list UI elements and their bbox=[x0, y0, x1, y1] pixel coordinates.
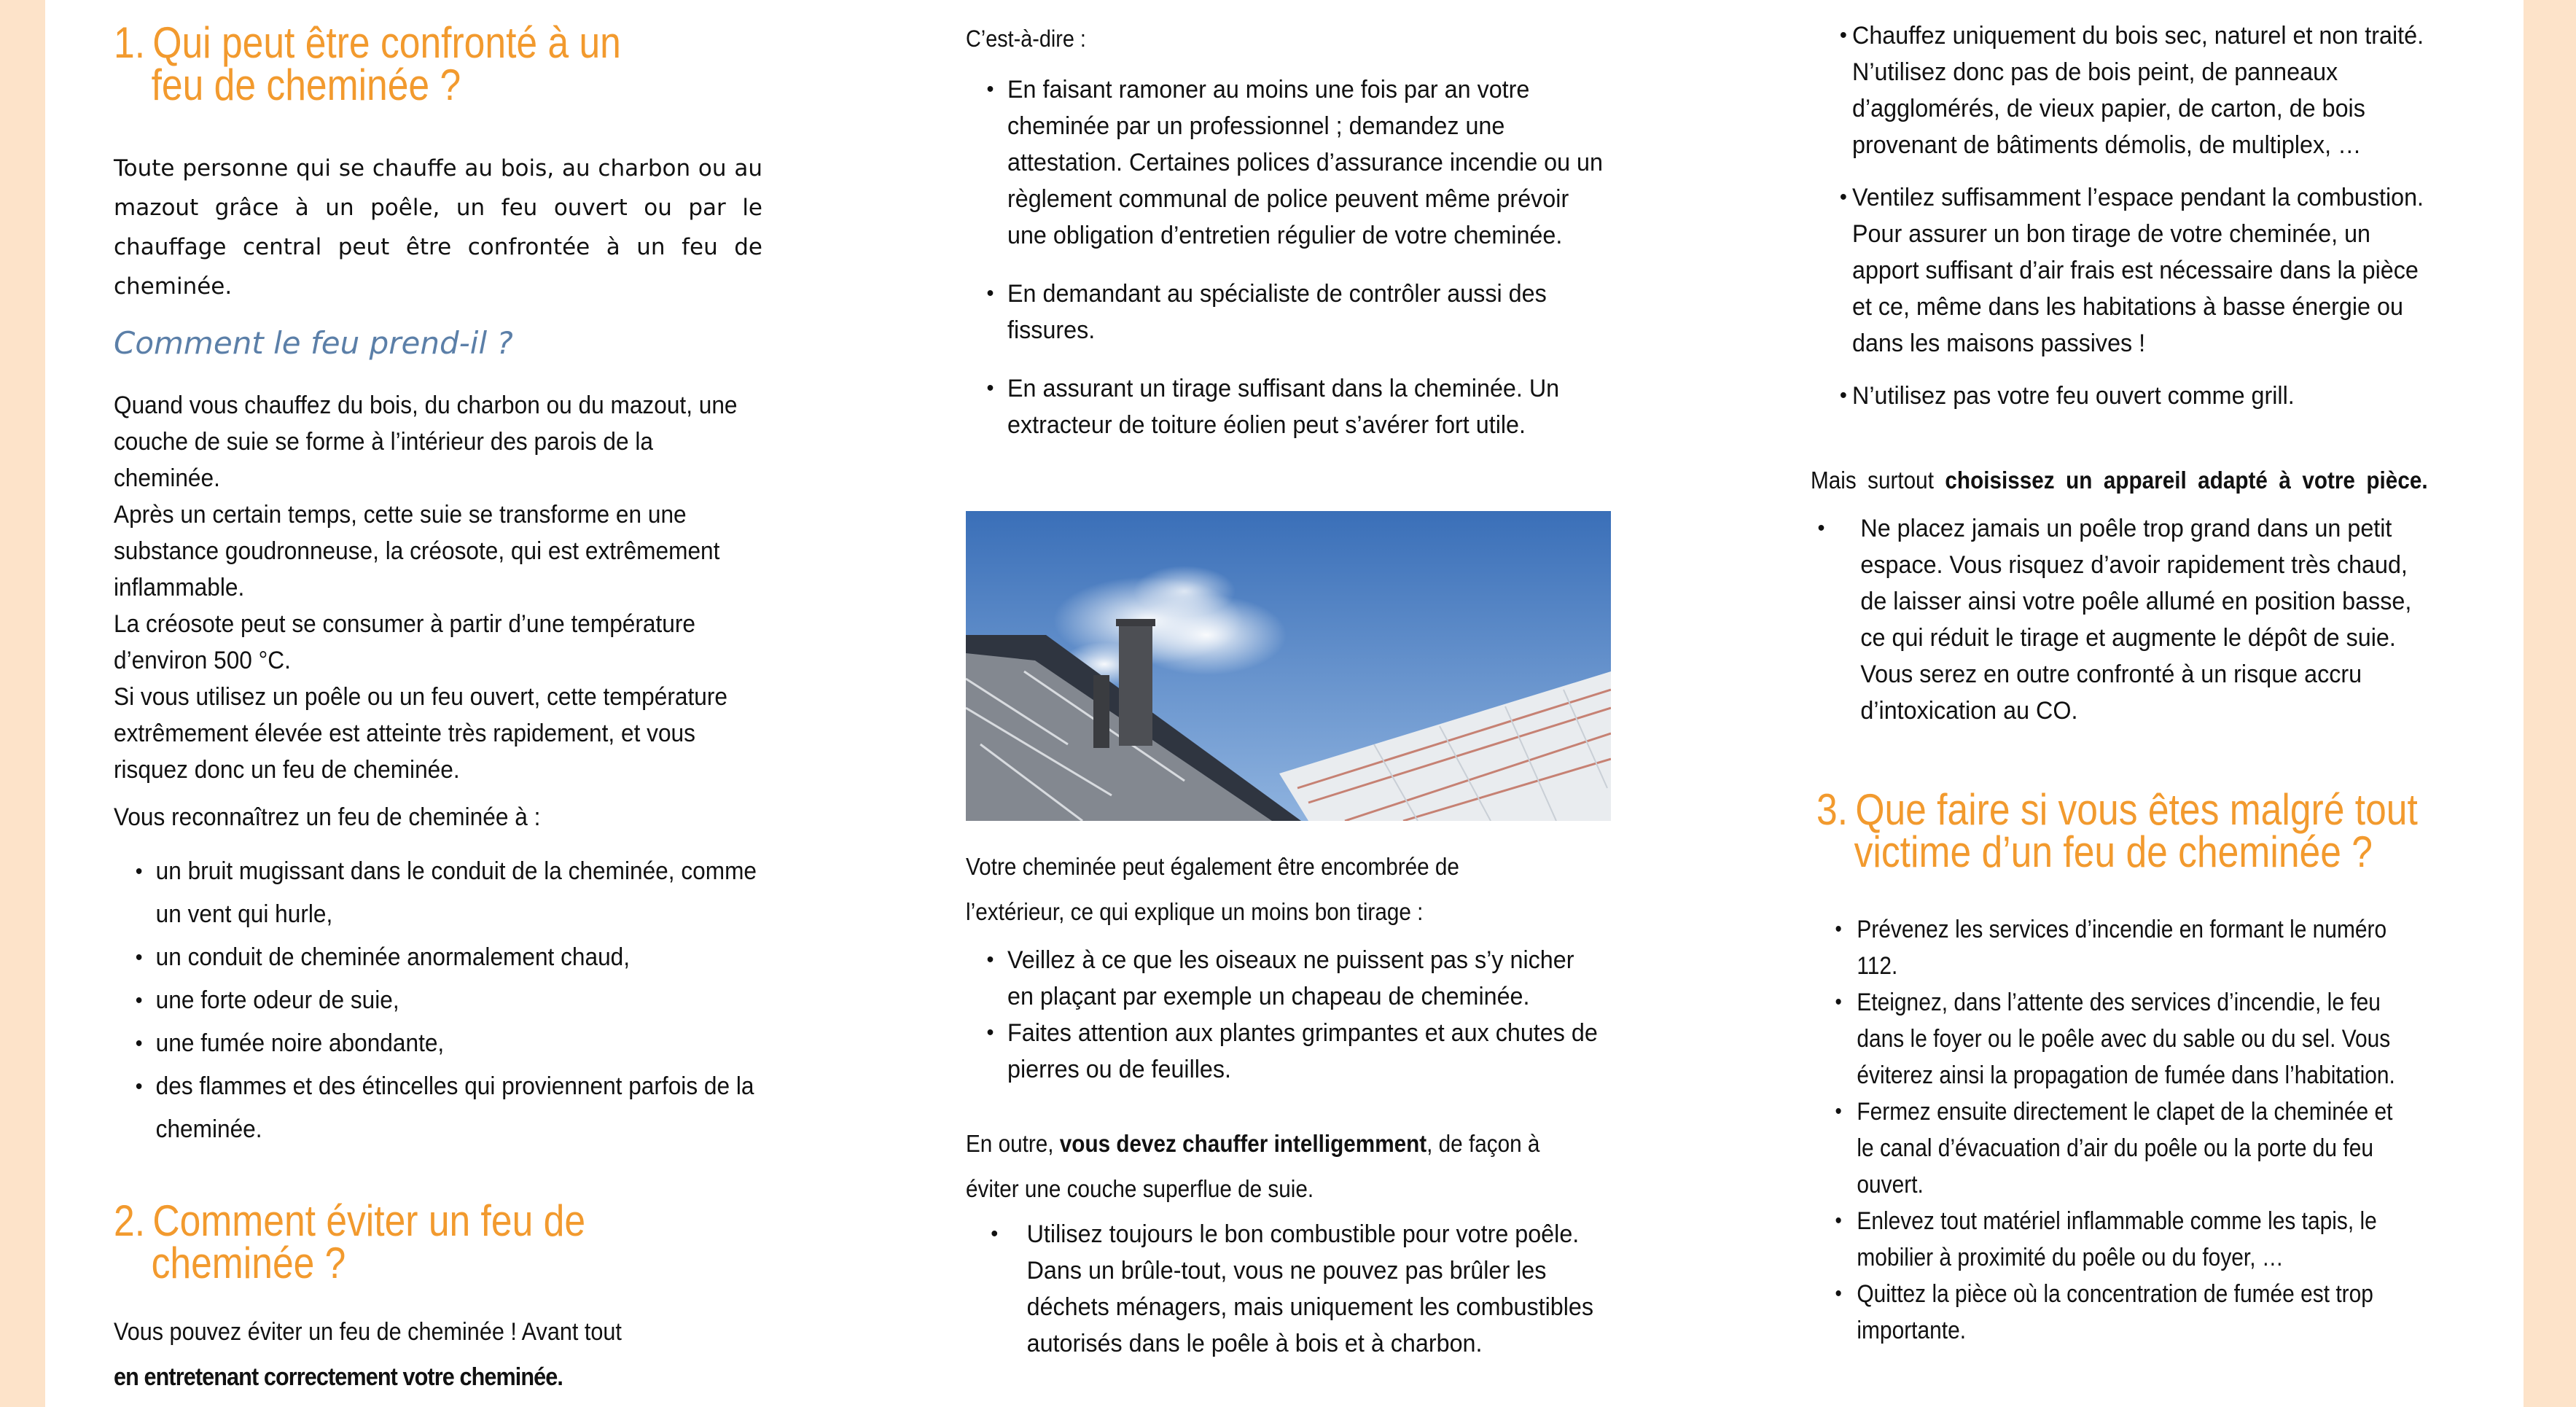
bullet-icon: • bbox=[986, 376, 994, 400]
bullet-icon: • bbox=[1839, 23, 1847, 47]
bullet-icon: • bbox=[986, 281, 994, 305]
exterior-list bbox=[966, 942, 1603, 1088]
bullet-icon: • bbox=[991, 1222, 999, 1246]
list-item: • un conduit de cheminée anormalement chaud, bbox=[114, 936, 765, 979]
list-item: • Fermez ensuite directement le clapet de la cheminée et le canal d’évacuation d’air du poêle ou la porte du feu ouvert. bbox=[1811, 1094, 2413, 1203]
list-item: • N’utilisez pas votre feu ouvert comme grill. bbox=[1811, 378, 2434, 414]
maintenance-list bbox=[966, 71, 1603, 465]
smart-heating-intro: En outre, vous devez chauffer intelligemment, de façon à éviter une couche superflue de suie. bbox=[966, 1130, 1540, 1202]
list-item: • Quittez la pièce où la concentration de fumée est trop importante. bbox=[1811, 1276, 2413, 1349]
exterior-intro: Votre cheminée peut également être encombrée de l’extérieur, ce qui explique un moins bon tirage : bbox=[966, 853, 1459, 925]
bullet-icon: • bbox=[135, 1075, 143, 1099]
cest-a-dire-label: C’est-à-dire : bbox=[966, 26, 1086, 52]
bullet-icon: • bbox=[1835, 917, 1842, 941]
list-item: • un bruit mugissant dans le conduit de la cheminée, comme un vent qui hurle, bbox=[114, 850, 765, 936]
bullet-icon: • bbox=[1817, 516, 1825, 540]
bullet-icon: • bbox=[1835, 1099, 1842, 1123]
bullet-icon: • bbox=[135, 989, 143, 1013]
paragraph: La créosote peut se consumer à partir d’une température d’environ 500 °C. bbox=[114, 610, 695, 674]
chimney-photo-illustration bbox=[966, 511, 1611, 821]
heading-what-to-do: 3. Que faire si vous êtes malgré tout victime d’un feu de cheminée ? bbox=[1816, 785, 2418, 876]
bullet-icon: • bbox=[1835, 1209, 1842, 1233]
list-item: • Chauffez uniquement du bois sec, naturel et non traité. N’utilisez donc pas de bois peint, de panneaux d’agglomérés, de vieux papier, de carton, de bois provenant de bâtiments démolis, de multiplex, … bbox=[1811, 17, 2434, 163]
list-item: • une fumée noire abondante, bbox=[114, 1022, 765, 1065]
bullet-icon: • bbox=[986, 948, 994, 972]
right-margin-band bbox=[2524, 0, 2576, 1407]
bullet-icon: • bbox=[135, 946, 143, 970]
bullet-icon: • bbox=[1835, 990, 1842, 1014]
actions-list bbox=[1811, 911, 2413, 1349]
list-item: • En demandant au spécialiste de contrôler aussi des fissures. bbox=[966, 276, 1603, 348]
how-fire-starts-text bbox=[114, 387, 765, 788]
intro-paragraph: Toute personne qui se chauffe au bois, au charbon ou au mazout grâce à un poêle, un feu ouvert ou par le chauffage central peut être confrontée à un feu de cheminée. bbox=[114, 155, 762, 300]
list-item: • En assurant un tirage suffisant dans la cheminée. Un extracteur de toiture éolien peut s’avérer fort utile. bbox=[966, 370, 1603, 443]
choose-device-list bbox=[1811, 510, 2434, 729]
bullet-icon: • bbox=[986, 1021, 994, 1045]
recognize-intro: Vous reconnaîtrez un feu de cheminée à : bbox=[114, 803, 541, 831]
list-item: • Veillez à ce que les oiseaux ne puissent pas s’y nicher en plaçant par exemple un chapeau de cheminée. bbox=[966, 942, 1603, 1015]
list-item: • Enlevez tout matériel inflammable comme les tapis, le mobilier à proximité du poêle ou du foyer, … bbox=[1811, 1203, 2413, 1276]
list-item: • Ne placez jamais un poêle trop grand dans un petit espace. Vous risquez d’avoir rapidement très chaud, de laisser ainsi votre poêle allumé en position basse, ce qui réduit le tirage et augmente le dépôt de suie. Vous serez en outre confronté à un risque accru d’intoxication au CO. bbox=[1811, 510, 2434, 729]
bullet-icon: • bbox=[135, 1032, 143, 1056]
heading-who-can-be-affected: 1. Qui peut être confronté à un feu de cheminée ? bbox=[114, 18, 621, 109]
bullet-icon: • bbox=[1835, 1282, 1842, 1306]
bullet-icon: • bbox=[1839, 185, 1847, 209]
list-item: • En faisant ramoner au moins une fois par an votre cheminée par un professionnel ; demandez une attestation. Certaines polices d’assurance incendie ou un règlement communal de police peuvent même prévoir une obligation d’entretien régulier de votre cheminée. bbox=[966, 71, 1603, 254]
snowy-roof-chimney-photo bbox=[966, 511, 1611, 821]
list-item: • Faites attention aux plantes grimpantes et aux chutes de pierres ou de feuilles. bbox=[966, 1015, 1603, 1088]
choose-device-intro: Mais surtout choisissez un appareil adapté à votre pièce. bbox=[1811, 467, 2428, 494]
avoid-intro: Vous pouvez éviter un feu de cheminée ! Avant tout en entretenant correctement votre cheminée. bbox=[114, 1318, 622, 1391]
paragraph: Quand vous chauffez du bois, du charbon ou du mazout, une couche de suie se forme à l’intérieur des parois de la cheminée. bbox=[114, 391, 738, 492]
signs-list bbox=[114, 850, 765, 1151]
bullet-icon: • bbox=[986, 77, 994, 101]
list-item: • une forte odeur de suie, bbox=[114, 979, 765, 1022]
tips-list bbox=[1811, 17, 2434, 430]
list-item: • des flammes et des étincelles qui proviennent parfois de la cheminée. bbox=[114, 1065, 765, 1151]
heading-how-to-avoid: 2. Comment éviter un feu de cheminée ? bbox=[114, 1196, 586, 1287]
paragraph: Si vous utilisez un poêle ou un feu ouvert, cette température extrêmement élevée est atteinte très rapidement, et vous risquez donc un feu de cheminée. bbox=[114, 683, 727, 784]
fuel-list bbox=[966, 1216, 1603, 1362]
list-item: • Utilisez toujours le bon combustible pour votre poêle. Dans un brûle-tout, vous ne pouvez pas brûler les déchets ménagers, mais uniquement les combustibles autorisés dans le poêle à bois et à charbon. bbox=[966, 1216, 1603, 1362]
bullet-icon: • bbox=[135, 860, 143, 884]
left-margin-band bbox=[0, 0, 45, 1407]
paragraph: Après un certain temps, cette suie se transforme en une substance goudronneuse, la créosote, qui est extrêmement inflammable. bbox=[114, 501, 720, 601]
list-item: • Eteignez, dans l’attente des services d’incendie, le feu dans le foyer ou le poêle avec du sable ou du sel. Vous éviterez ainsi la propagation de fumée dans l’habitation. bbox=[1811, 984, 2413, 1094]
list-item: • Prévenez les services d’incendie en formant le numéro 112. bbox=[1811, 911, 2413, 984]
subheading-how-fire-starts: Comment le feu prend-il ? bbox=[114, 325, 513, 361]
list-item: • Ventilez suffisamment l’espace pendant la combustion. Pour assurer un bon tirage de votre cheminée, un apport suffisant d’air frais est nécessaire dans la pièce et ce, même dans les habitations à basse énergie ou dans les maisons passives ! bbox=[1811, 179, 2434, 362]
bullet-icon: • bbox=[1839, 383, 1847, 408]
